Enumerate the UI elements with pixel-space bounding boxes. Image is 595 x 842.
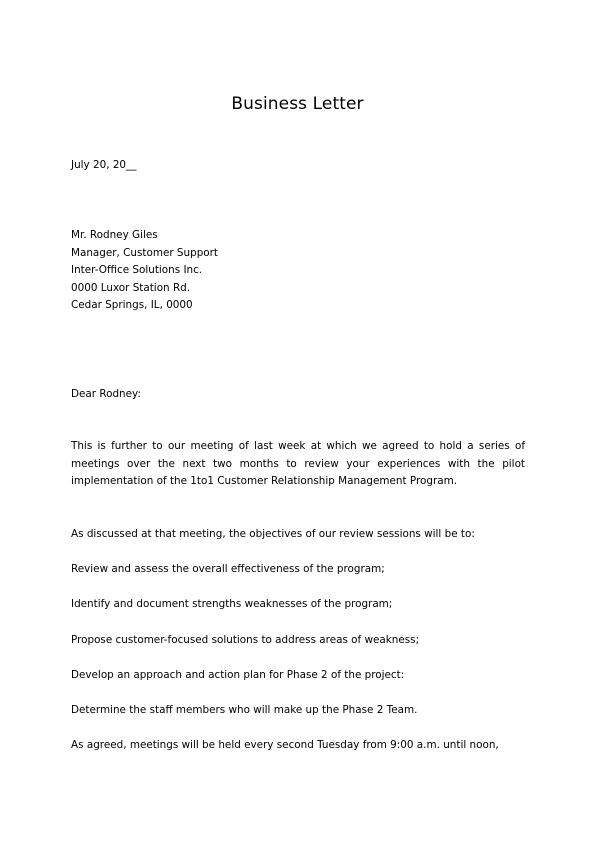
recipient-title: Manager, Customer Support: [71, 246, 219, 259]
objectives-intro: As discussed at that meeting, the objectives of our review sessions will be to:: [71, 528, 475, 540]
recipient-street: 0000 Luxor Station Rd.: [71, 281, 191, 294]
objective-item: Identify and document strengths weaknesses of the program;: [71, 598, 393, 610]
intro-paragraph: This is further to our meeting of last week at which we agreed to hold a series of meetings over the next two months to review your experiences with the pilot implementation of the 1to1 Customer Relationship Management Program.: [71, 440, 525, 487]
letter-date: July 20, 20__: [71, 159, 137, 171]
document-title: Business Letter: [231, 94, 364, 114]
objective-item: Review and assess the overall effectiveness of the program;: [71, 563, 385, 575]
recipient-address-block: [71, 227, 218, 315]
salutation: Dear Rodney:: [71, 388, 141, 400]
recipient-company: Inter-Office Solutions Inc.: [71, 264, 203, 276]
recipient-city: Cedar Springs, IL, 0000: [71, 299, 193, 311]
objective-item: Determine the staff members who will make up the Phase 2 Team.: [71, 704, 418, 716]
closing-paragraph: As agreed, meetings will be held every second Tuesday from 9:00 a.m. until noon,: [71, 739, 499, 751]
recipient-name: Mr. Rodney Giles: [71, 229, 158, 241]
objective-item: Develop an approach and action plan for Phase 2 of the project:: [71, 669, 405, 681]
objective-item: Propose customer-focused solutions to address areas of weakness;: [71, 634, 420, 646]
